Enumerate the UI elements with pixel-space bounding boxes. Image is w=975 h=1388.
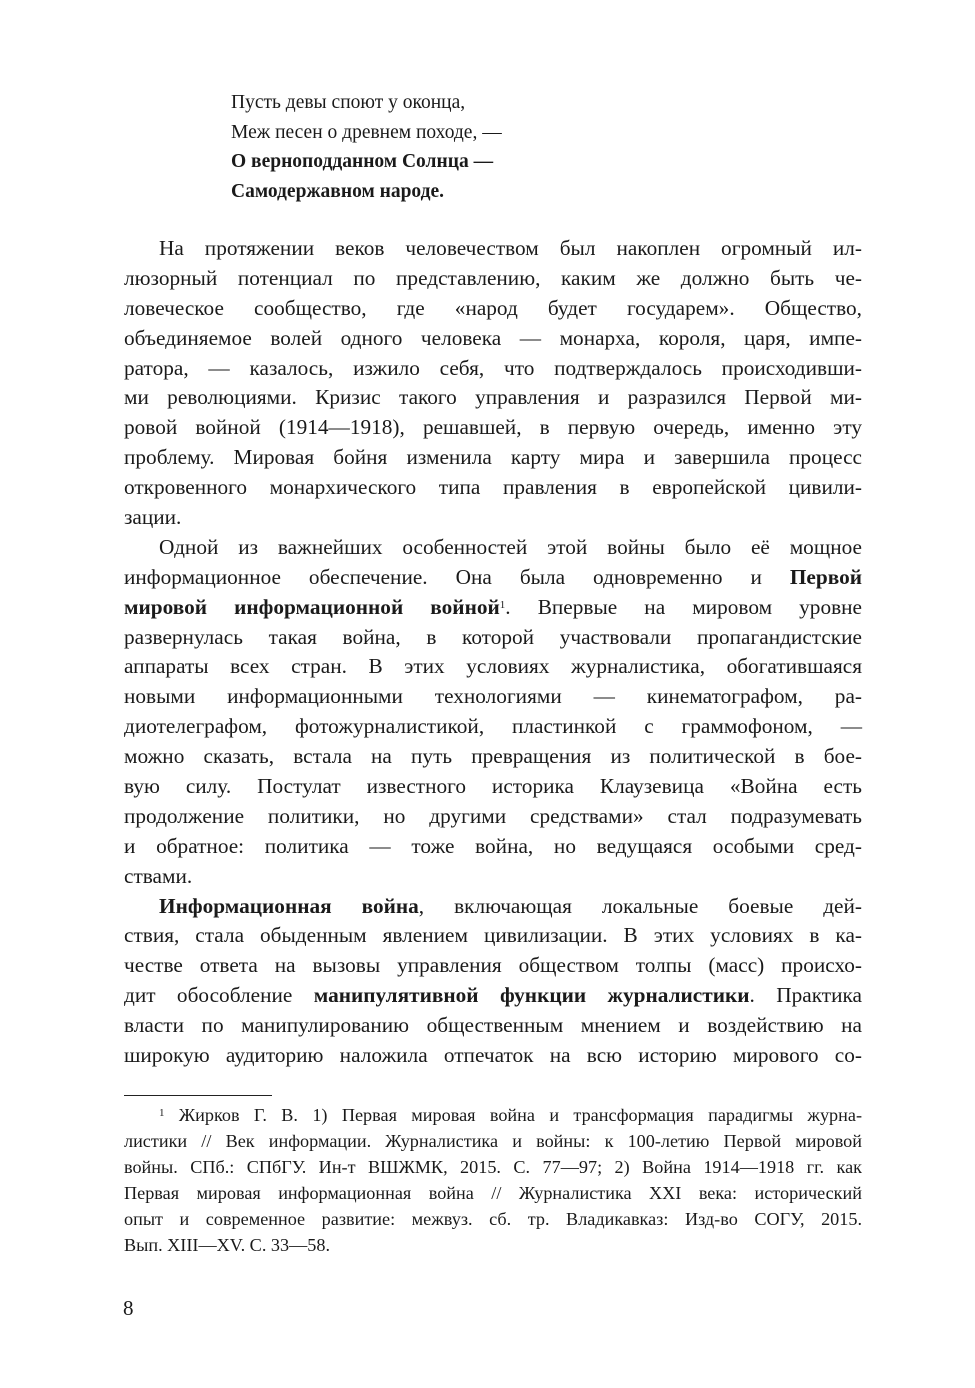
bold-term: манипулятивной функции журналистики bbox=[313, 983, 750, 1008]
text-line bbox=[124, 264, 862, 294]
text-line bbox=[124, 682, 862, 712]
text-line bbox=[124, 802, 862, 832]
text-line bbox=[124, 324, 862, 354]
text-line bbox=[124, 862, 862, 892]
text-segment: честве ответа на вызовы управления обществом толпы (масс) происхо- bbox=[124, 953, 862, 978]
text-segment: Вып. XIII—XV. С. 33—58. bbox=[124, 1235, 331, 1255]
text-line bbox=[124, 354, 862, 384]
text-line bbox=[124, 892, 862, 922]
text-segment: дит обособление bbox=[124, 983, 314, 1008]
text-line bbox=[124, 742, 862, 772]
text-segment: широкую аудиторию наложила отпечаток на всю историю мирового со- bbox=[124, 1043, 862, 1068]
text-segment: войны. СПб.: СПбГУ. Ин-т ВШЖМК, 2015. С. 77—97; 2) Война 1914—1918 гг. как bbox=[124, 1157, 862, 1177]
text-line bbox=[124, 1232, 862, 1258]
text-segment: новыми информационными технологиями — кинематографом, ра- bbox=[124, 684, 862, 709]
bold-term: Первой bbox=[789, 564, 862, 589]
text-segment: ствами. bbox=[124, 863, 193, 888]
text-segment: ми революциями. Кризис такого управления и разразился Первой ми- bbox=[124, 385, 862, 410]
text-line bbox=[124, 294, 862, 324]
text-line bbox=[124, 1041, 862, 1071]
text-segment: Одной из важнейших особенностей этой войны было её мощное bbox=[159, 534, 862, 559]
footnote-marker: 1 bbox=[159, 1107, 165, 1119]
text-line bbox=[124, 473, 862, 503]
text-line bbox=[124, 921, 862, 951]
text-line bbox=[124, 1154, 862, 1180]
epigraph-line: О верноподданном Солнца — bbox=[231, 151, 494, 173]
text-line bbox=[124, 533, 862, 563]
text-line bbox=[124, 1011, 862, 1041]
text-line bbox=[124, 832, 862, 862]
text-line bbox=[124, 413, 862, 443]
text-line bbox=[124, 234, 862, 264]
text-line bbox=[124, 1102, 862, 1128]
bold-term: мировой информационной войной bbox=[124, 594, 500, 619]
text-line bbox=[124, 712, 862, 742]
text-segment: Жирков Г. В. 1) Первая мировая война и трансформация парадигмы журна- bbox=[164, 1105, 862, 1125]
text-segment: продолжение политики, но другими средствами» стал подразумевать bbox=[124, 803, 862, 828]
text-segment: проблему. Мировая бойня изменила карту мира и завершила процесс bbox=[124, 445, 862, 470]
text-segment: люзорный потенциал по представлению, каким же должно быть че- bbox=[124, 265, 862, 290]
text-segment: . Впервые на мировом уровне bbox=[505, 594, 862, 619]
text-segment: Первая мировая информационная война // Журналистика XXI века: исторический bbox=[124, 1183, 862, 1203]
text-line bbox=[124, 383, 862, 413]
text-line bbox=[124, 443, 862, 473]
text-line bbox=[124, 1180, 862, 1206]
text-line bbox=[124, 593, 862, 623]
footnote-divider bbox=[124, 1095, 272, 1096]
text-segment: зации. bbox=[124, 505, 182, 530]
text-segment: ровой войной (1914—1918), решавшей, в первую очередь, именно эту bbox=[124, 415, 862, 440]
main-text bbox=[124, 234, 862, 1071]
text-line bbox=[124, 623, 862, 653]
text-segment: аппараты всех стран. В этих условиях журналистика, обогатившаяся bbox=[124, 654, 862, 679]
page-number: 8 bbox=[123, 1296, 134, 1320]
text-segment: ратора, — казалось, изжило себя, что подтверждалось происходивши- bbox=[124, 355, 862, 380]
text-segment: опыт и современное развитие: межвуз. сб. тр. Владикавказ: Изд-во СОГУ, 2015. bbox=[124, 1209, 862, 1229]
text-line bbox=[124, 1206, 862, 1232]
text-line bbox=[124, 981, 862, 1011]
text-segment: информационное обеспечение. Она была одновременно и bbox=[124, 564, 790, 589]
footnote-marker: 1 bbox=[499, 598, 506, 611]
text-segment: можно сказать, встала на путь превращения из политической в бое- bbox=[124, 744, 862, 769]
epigraph-line: Меж песен о древнем походе, — bbox=[231, 121, 502, 143]
text-line bbox=[124, 1128, 862, 1154]
text-segment: диотелеграфом, фотожурналистикой, пластинкой с граммофоном, — bbox=[124, 714, 862, 739]
epigraph-line: Самодержавном народе. bbox=[231, 181, 445, 203]
text-line bbox=[124, 772, 862, 802]
text-segment: . Практика bbox=[749, 983, 862, 1008]
text-line bbox=[124, 563, 862, 593]
text-segment: вую силу. Постулат известного историка Клаузевица «Война есть bbox=[124, 774, 862, 799]
text-line bbox=[124, 652, 862, 682]
footnote bbox=[124, 1102, 862, 1258]
text-segment: ловеческое сообщество, где «народ будет государем». Общество, bbox=[124, 295, 862, 320]
text-segment: развернулась такая война, в которой участвовали пропагандистские bbox=[124, 624, 862, 649]
text-segment: власти по манипулированию общественным мнением и воздействию на bbox=[124, 1013, 862, 1038]
text-segment: , включающая локальные боевые дей- bbox=[418, 893, 862, 918]
epigraph-poem bbox=[231, 88, 502, 207]
text-segment: объединяемое волей одного человека — монарха, короля, царя, импе- bbox=[124, 325, 862, 350]
text-segment: ствия, стала обыденным явлением цивилизации. В этих условиях в ка- bbox=[124, 923, 862, 948]
text-line bbox=[124, 503, 862, 533]
text-segment: На протяжении веков человечеством был накоплен огромный ил- bbox=[159, 236, 862, 260]
text-line bbox=[124, 951, 862, 981]
epigraph-line: Пусть девы споют у оконца, bbox=[231, 92, 466, 113]
bold-term: Информационная война bbox=[159, 893, 419, 918]
text-segment: откровенного монархического типа правления в европейской цивили- bbox=[124, 475, 862, 500]
text-segment: и обратное: политика — тоже война, но ведущаяся особыми сред- bbox=[124, 833, 862, 858]
text-segment: листики // Век информации. Журналистика и войны: к 100-летию Первой мировой bbox=[124, 1131, 862, 1151]
